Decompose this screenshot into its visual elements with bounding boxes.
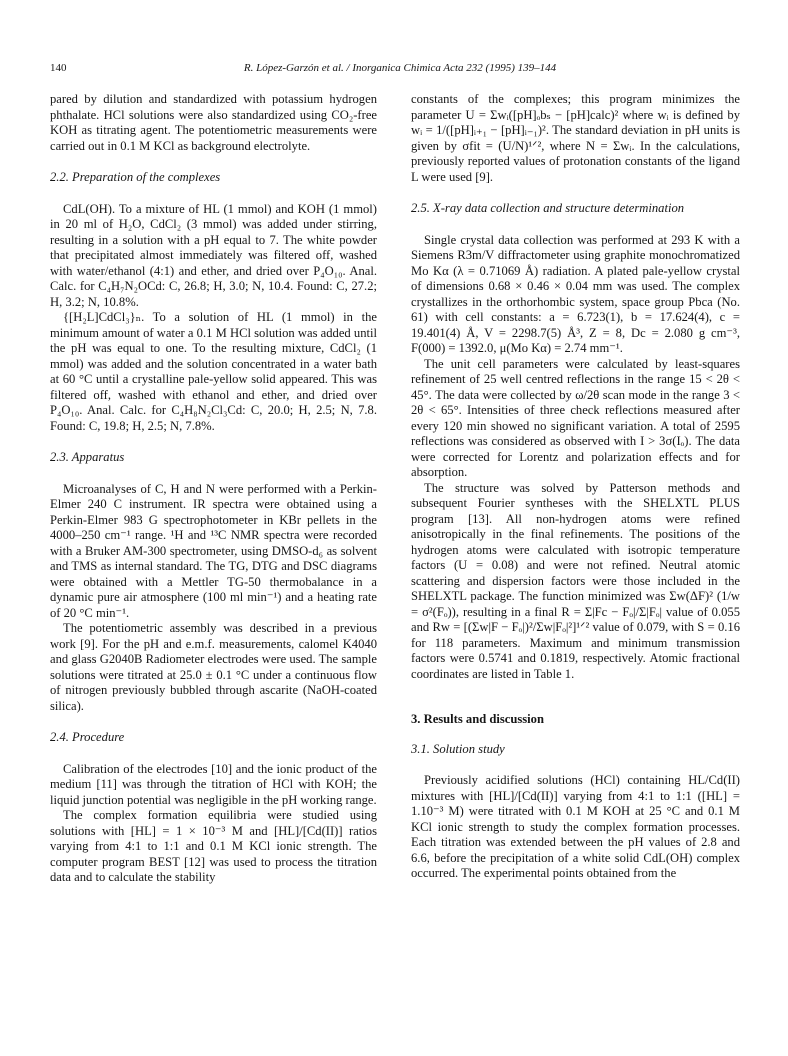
section-heading-3: 3. Results and discussion	[411, 712, 544, 726]
paragraph: constants of the complexes; this program minimizes the parameter U = Σwᵢ([pH]ₒbₛ − [pH]calc)² where wᵢ is defined by wᵢ = 1/([pH]ᵢ₊₁ − [pH]ᵢ₋₁)². The standard deviation in pH units is given by σfit = (U/N)¹ᐟ², where N = Σwᵢ. In the calculations, previously reported values of protonation constants of the ligand L were used [9].	[411, 92, 740, 184]
paragraph: CdL(OH). To a mixture of HL (1 mmol) and KOH (1 mmol) in 20 ml of H₂O, CdCl₂ (3 mmol) was added under stirring, resulting in a solution with a pH equal to 7. The white powder that precipitated almost immediately was filtered off, washed with water/ethanol (4:1) and ether, and dried over P₄O₁₀. Anal. Calc. for C₄H₇N₂OCd: C, 26.8; H, 3.0; N, 10.4. Found: C, 27.2; H, 3.2; N, 10.8%.	[50, 201, 377, 309]
left-column	[50, 92, 377, 886]
paragraph: pared by dilution and standardized with potassium hydrogen phthalate. HCl solutions were also standardized using CO₂-free KOH as titrating agent. The potentiometric measurements were carried out in 0.1 M KCl as background electrolyte.	[50, 92, 377, 153]
paragraph: The potentiometric assembly was described in a previous work [9]. For the pH and e.m.f. measurements, calomel K4040 and glass G2040B Radiometer electrodes were used. The sample solutions were titrated at 25.0 ± 0.1 °C under a continuous flow of nitrogen previously bubbled through ascarite (NaOH-coated silica).	[50, 621, 377, 713]
section-heading-2-3: 2.3. Apparatus	[50, 450, 125, 464]
paragraph: Calibration of the electrodes [10] and the ionic product of the medium [11] was through the titration of HCl with KOH; the liquid junction potential was negligible in the pH working range.	[50, 761, 377, 807]
paragraph: The structure was solved by Patterson methods and subsequent Fourier syntheses with the SHELXTL PLUS program [13]. All non-hydrogen atoms were refined anisotropically in the final refinements. The positions of the hydrogen atoms were calculated with isotropic temperature factors (U = 0.08) and were not refined. Neutral atomic scattering and dispersion factors were those included in the SHELXTL package. The function minimized was Σw(ΔF)² (1/w = σ²(Fₒ)), resulting in a final R = Σ|Fc − Fₒ|/Σ|Fₒ| value of 0.055 and Rw = [(Σw|F − Fₒ|)²/Σw|Fₒ|²]¹ᐟ² value of 0.079, with S = 0.16 for 118 parameters. Maximum and minimum transmission factors were 0.5741 and 0.1819, respectively. Atomic fractional coordinates are listed in Table 1.	[411, 480, 740, 681]
section-heading-2-4: 2.4. Procedure	[50, 730, 125, 744]
running-head: R. López-Garzón et al. / Inorganica Chimica Acta 232 (1995) 139–144	[243, 62, 557, 74]
paragraph: Microanalyses of C, H and N were performed with a Perkin-Elmer 240 C instrument. IR spectra were obtained using a Perkin-Elmer 983 G spectrophotometer in KBr pellets in the 4000–250 cm⁻¹ range. ¹H and ¹³C NMR spectra were recorded with a Bruker AM-300 spectrometer, using DMSO-d₆ as solvent and TMS as internal standard. The TG, DTG and DSC diagrams were obtained with a Mettler TG-50 thermobalance in a dynamic pure air atmosphere (100 ml min⁻¹) and a heating rate of 20 °C min⁻¹.	[50, 481, 377, 620]
section-heading-3-1: 3.1. Solution study	[411, 741, 505, 756]
right-column	[411, 92, 740, 882]
page-number: 140	[50, 62, 67, 74]
paragraph: Single crystal data collection was performed at 293 K with a Siemens R3m/V diffractometer using graphite monochromatized Mo Kα (λ = 0.71069 Å) radiation. A plated pale-yellow crystal of dimensions 0.68 × 0.46 × 0.04 mm was used. The complex crystallizes in the orthorhombic system, space group Pbca (No. 61) with cell constants: a = 6.723(1), b = 17.624(4), c = 19.401(4) Å, V = 2298.7(5) Å³, Z = 8, Dc = 2.080 g cm⁻³, F(000) = 1392.0, μ(Mo Kα) = 2.74 mm⁻¹.	[411, 232, 740, 355]
paragraph: {[H₂L]CdCl₃}ₙ. To a solution of HL (1 mmol) in the minimum amount of water a 0.1 M HCl solution was added until the pH was equal to one. To the resulting mixture, CdCl₂ (1 mmol) was added and the solution concentrated in a water bath at 60 °C until a crystalline pale-yellow solid appeared. This was filtered off, washed with ethanol and ether, and dried over P₄O₁₀. Anal. Calc. for C₄H₈N₂Cl₃Cd: C, 20.0; H, 2.5; N, 7.8. Found: C, 19.8; H, 2.5; N, 7.8%.	[50, 310, 377, 433]
paragraph: The complex formation equilibria were studied using solutions with [HL] = 1 × 10⁻³ M and [HL]/[Cd(II)] ratios varying from 4:1 to 1:1 and 0.1 M KCl ionic strength. The computer program BEST [12] was used to process the titration data and to calculate the stability	[50, 808, 377, 884]
paragraph: Previously acidified solutions (HCl) containing HL/Cd(II) mixtures with [HL]/[Cd(II)] varying from 4:1 to 1:1 ([HL] = 1.10⁻³ M) were titrated with 0.1 M KOH at 25 °C and 0.1 M KCl ionic strength to study the complex formation processes. Each titration was extended between the pH values of 2.8 and 6.6, before the precipitation of a white solid CdL(OH) complex occurred. The experimental points obtained from the	[411, 773, 740, 880]
page-header	[50, 62, 750, 78]
paragraph: The unit cell parameters were calculated by least-squares refinement of 25 well centred reflections in the range 15 < 2θ < 45°. The data were collected by ω/2θ scan mode in the range 3 < 2θ < 65°. Intensities of three check reflections measured after every 120 min showed no significant variation. A total of 2595 reflections was considered as observed with I > 3σ(Iₒ). The data were corrected for Lorentz and polarization effects and for absorption.	[411, 356, 740, 479]
section-heading-2-5: 2.5. X-ray data collection and structure determination	[411, 201, 685, 215]
section-heading-2-2: 2.2. Preparation of the complexes	[50, 170, 221, 184]
